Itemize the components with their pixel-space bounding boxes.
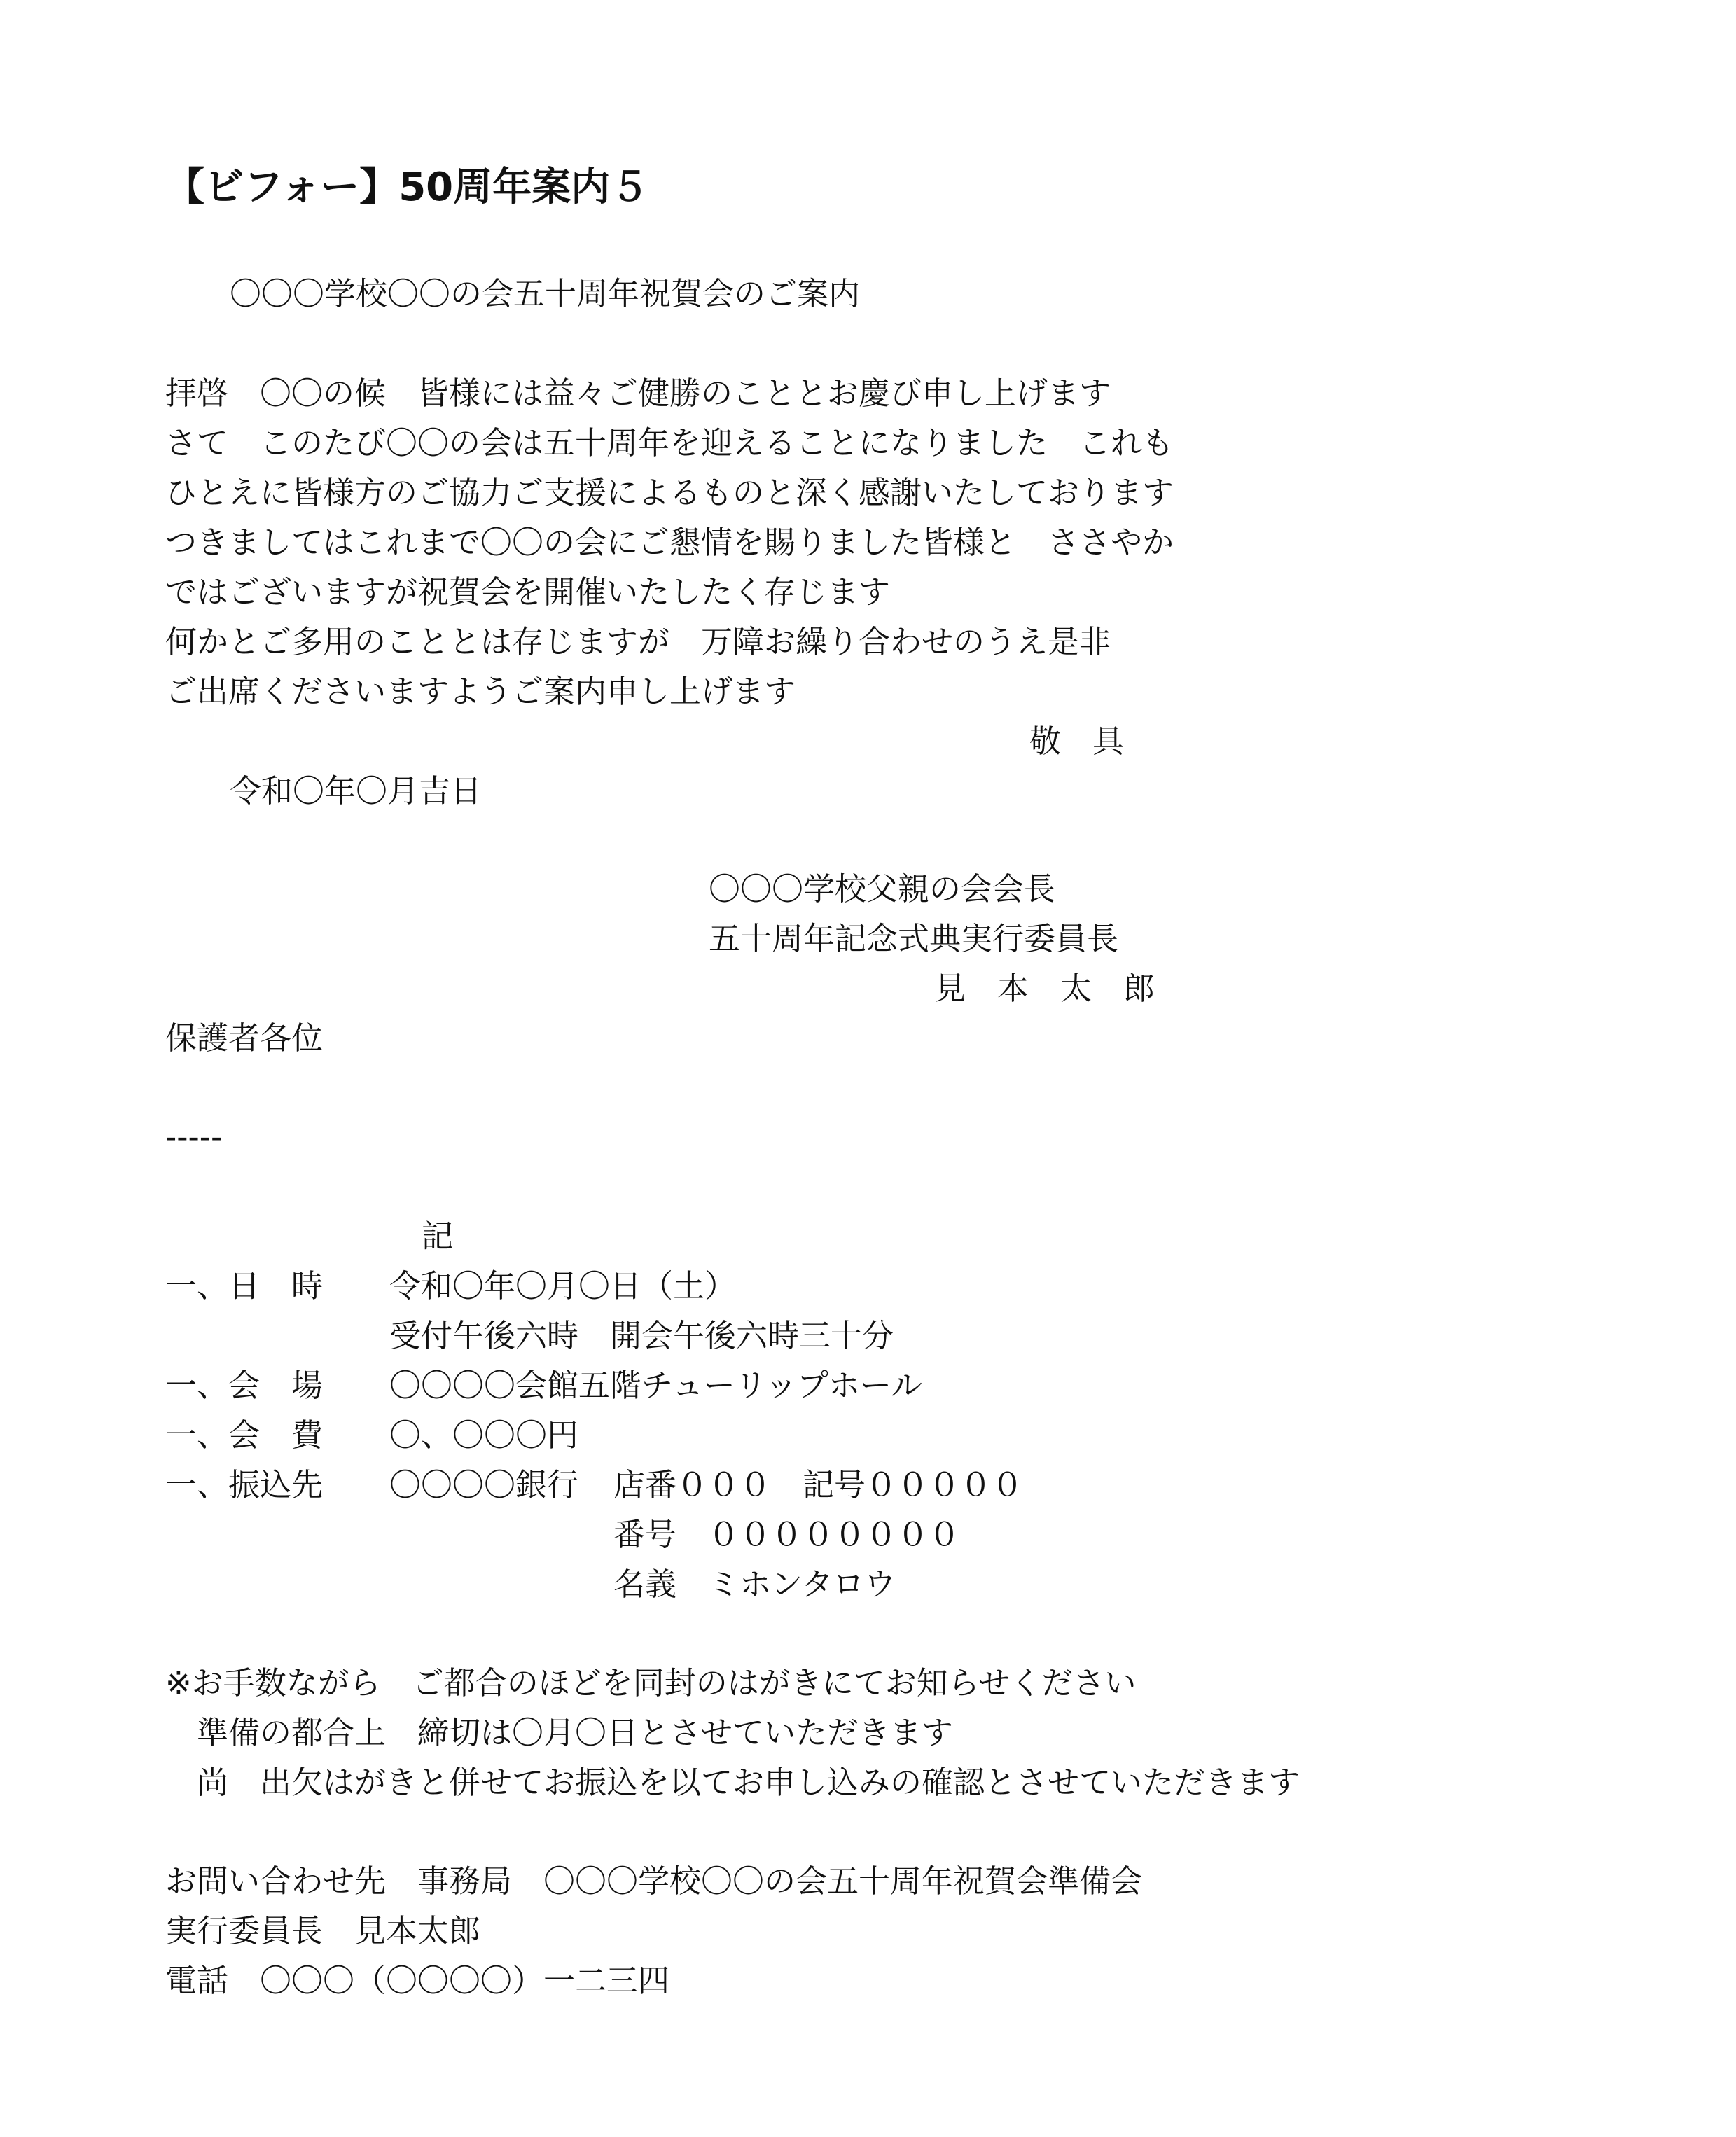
body-line: ではございますが祝賀会を開催いたしたく存じます xyxy=(165,573,891,611)
venue-label: 一、会 場 xyxy=(165,1367,324,1404)
body-line: ご出席くださいますようご案内申し上げます xyxy=(165,673,796,710)
body-line: 拝啓 〇〇の候 皆様には益々ご健勝のこととお慶び申し上げます xyxy=(165,375,1111,412)
note-line: 尚 出欠はがきと併せてお振込を以てお申し込みの確認とさせていただきます xyxy=(165,1764,1300,1801)
body-line: 何かとご多用のこととは存じますが 万障お繰り合わせのうえ是非 xyxy=(165,623,1111,660)
transfer-holder: 名義 ミホンタロウ xyxy=(613,1566,896,1603)
venue-value: 〇〇〇〇会館五階チューリップホール xyxy=(389,1367,922,1404)
fee-value: 〇、〇〇〇円 xyxy=(389,1416,579,1454)
subject-line: 〇〇〇学校〇〇の会五十周年祝賀会のご案内 xyxy=(230,275,861,312)
transfer-branch: 店番０００ 記号０００００ xyxy=(613,1466,1024,1503)
datetime-value: 令和〇年〇月〇日（土） xyxy=(389,1267,737,1304)
transfer-bank: 〇〇〇〇銀行 xyxy=(389,1466,579,1503)
fee-label: 一、会 費 xyxy=(165,1416,324,1454)
sender-role: 五十周年記念式典実行委員長 xyxy=(709,920,1119,957)
issue-date: 令和〇年〇月吉日 xyxy=(230,772,482,809)
note-line: ※お手数ながら ご都合のほどを同封のはがきにてお知らせください xyxy=(165,1664,1137,1701)
reception-time: 受付午後六時 開会午後六時三十分 xyxy=(389,1317,894,1354)
transfer-number: 番号 ００００００００ xyxy=(613,1516,961,1553)
body-line: さて このたび〇〇の会は五十周年を迎えることになりました これも xyxy=(165,424,1174,461)
record-heading: 記 xyxy=(422,1218,454,1255)
transfer-label: 一、振込先 xyxy=(165,1466,324,1503)
divider: ----- xyxy=(165,1118,223,1155)
datetime-label: 一、日 時 xyxy=(165,1267,324,1304)
body-line: ひとえに皆様方のご協力ご支援によるものと深く感謝いたしております xyxy=(165,474,1174,511)
contact-line: 実行委員長 見本太郎 xyxy=(165,1912,481,1949)
contact-line: お問い合わせ先 事務局 〇〇〇学校〇〇の会五十周年祝賀会準備会 xyxy=(165,1863,1143,1900)
sender-org: 〇〇〇学校父親の会会長 xyxy=(709,870,1056,907)
document-title: 【ビフォー】50周年案内５ xyxy=(165,165,650,210)
body-line: つきましてはこれまで〇〇の会にご懇情を賜りました皆様と ささやか xyxy=(165,524,1174,561)
sender-name: 見 本 太 郎 xyxy=(934,970,1155,1007)
note-line: 準備の都合上 締切は〇月〇日とさせていただきます xyxy=(165,1714,954,1751)
closing-phrase: 敬 具 xyxy=(1029,723,1125,760)
contact-phone: 電話 〇〇〇（〇〇〇〇）一二三四 xyxy=(165,1962,670,1999)
recipient: 保護者各位 xyxy=(165,1019,324,1057)
